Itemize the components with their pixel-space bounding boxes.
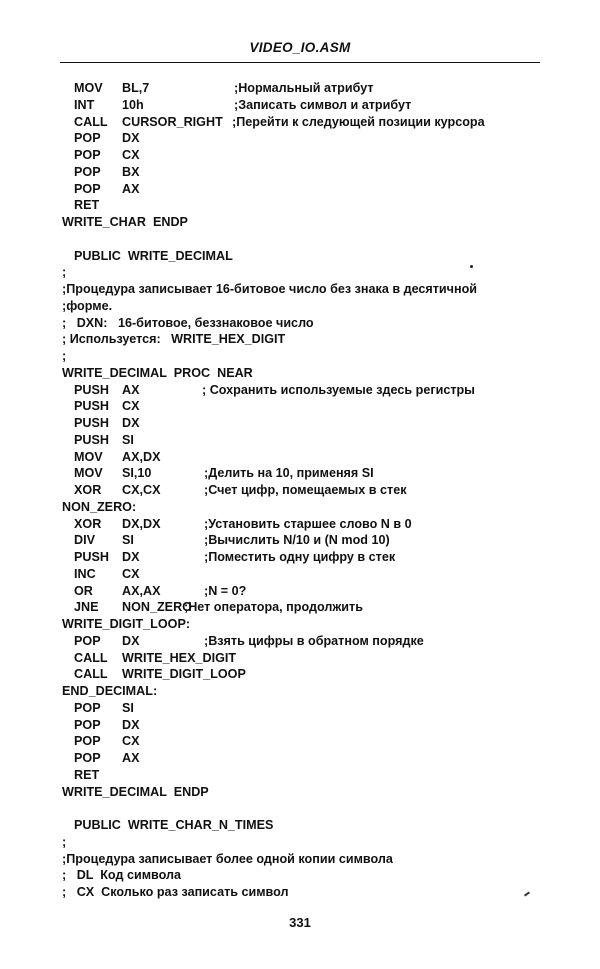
code-line: [62, 599, 552, 616]
code-line: [62, 80, 552, 97]
code-mnemonic: ; DL Код символа: [62, 868, 181, 883]
code-line: [62, 549, 552, 566]
code-comment: ;N = 0?: [204, 583, 247, 598]
code-line: [62, 700, 552, 717]
code-operand: CURSOR_RIGHT: [122, 114, 223, 129]
code-line: [62, 147, 552, 164]
code-line: [62, 566, 552, 583]
code-mnemonic: POP: [74, 164, 101, 179]
code-line: [62, 264, 552, 281]
code-line: [62, 365, 552, 382]
code-line: [62, 717, 552, 734]
code-comment: ;Установить старшее слово N в 0: [204, 516, 412, 531]
code-mnemonic: INT: [74, 97, 95, 112]
code-operand: SI,10: [122, 466, 152, 481]
code-mnemonic: POP: [74, 181, 101, 196]
code-line: [62, 733, 552, 750]
code-mnemonic: PUBLIC WRITE_CHAR_N_TIMES: [74, 818, 274, 832]
code-mnemonic: PUSH: [74, 382, 109, 397]
code-line: [62, 214, 552, 231]
code-mnemonic: JNE: [74, 600, 99, 615]
code-line: [62, 130, 552, 147]
code-mnemonic: CALL: [74, 650, 108, 665]
code-mnemonic: POP: [74, 751, 101, 765]
code-line: [62, 432, 552, 449]
code-mnemonic: PUSH: [74, 416, 109, 430]
code-mnemonic: ;: [62, 834, 67, 849]
code-mnemonic: INC: [74, 566, 96, 581]
code-line: [62, 683, 552, 700]
code-operand: DX: [122, 717, 140, 732]
code-operand: DX: [122, 131, 140, 146]
code-line: [62, 248, 552, 265]
code-mnemonic: WRITE_DECIMAL ENDP: [62, 784, 209, 799]
code-mnemonic: ;форме.: [62, 298, 113, 313]
code-line: [62, 382, 552, 399]
code-operand: CX: [122, 399, 140, 414]
code-line: [62, 650, 552, 667]
code-line: [62, 482, 552, 499]
code-comment: ;Взять цифры в обратном порядке: [204, 633, 424, 648]
code-line: [62, 164, 552, 181]
code-mnemonic: ; DXN: 16-битовое, беззнаковое число: [62, 315, 314, 330]
code-line: [62, 633, 552, 650]
code-mnemonic: END_DECIMAL:: [62, 684, 158, 698]
code-operand: NON_ZERO: [122, 600, 192, 615]
code-line: [62, 197, 552, 214]
code-operand: AX,DX: [122, 449, 161, 464]
code-mnemonic: PUSH: [74, 399, 109, 414]
code-line: [62, 666, 552, 683]
code-mnemonic: PUSH: [74, 550, 109, 564]
code-operand: AX: [122, 181, 140, 196]
code-line: [62, 415, 552, 432]
code-mnemonic: WRITE_DIGIT_LOOP:: [62, 617, 191, 631]
code-operand: AX: [122, 382, 140, 397]
code-mnemonic: MOV: [74, 466, 103, 481]
code-comment: ;Делить на 10, применяя SI: [204, 466, 374, 481]
code-mnemonic: CALL: [74, 667, 108, 682]
code-mnemonic: DIV: [74, 533, 95, 548]
code-mnemonic: PUSH: [74, 432, 109, 447]
code-line: [62, 767, 552, 784]
code-mnemonic: POP: [74, 717, 101, 732]
code-operand: CX: [122, 148, 140, 162]
code-mnemonic: POP: [74, 633, 101, 648]
code-line: [62, 532, 552, 549]
code-line: [62, 449, 552, 466]
code-comment: ;Нормальный атрибут: [234, 81, 374, 95]
code-mnemonic: MOV: [74, 81, 103, 95]
code-mnemonic: WRITE_CHAR ENDP: [62, 215, 188, 229]
code-line: [62, 499, 552, 516]
page-number: 331: [289, 915, 311, 930]
code-mnemonic: MOV: [74, 449, 103, 464]
code-mnemonic: POP: [74, 734, 101, 749]
code-operand: DX: [122, 633, 140, 648]
code-line: [62, 315, 552, 332]
code-mnemonic: RET: [74, 198, 100, 213]
code-line: [62, 181, 552, 198]
code-comment: ;Счет цифр, помещаемых в стек: [204, 483, 407, 497]
code-comment: ; Сохранить используемые здесь регистры: [202, 382, 475, 397]
code-mnemonic: ;: [62, 265, 67, 280]
code-mnemonic: ; Используется: WRITE_HEX_DIGIT: [62, 332, 286, 347]
code-mnemonic: ;Процедура записывает 16-битовое число без знака в десятичной: [62, 282, 478, 296]
code-mnemonic: POP: [74, 131, 101, 146]
header-title: VIDEO_IO.ASM: [249, 40, 351, 55]
code-listing: [62, 80, 552, 901]
code-operand: WRITE_HEX_DIGIT: [122, 650, 237, 665]
code-line: [62, 784, 552, 801]
code-line: [62, 851, 552, 868]
code-operand: SI: [122, 533, 134, 548]
code-operand: BX: [122, 164, 140, 179]
code-mnemonic: RET: [74, 767, 100, 782]
code-operand: 10h: [122, 97, 144, 112]
code-mnemonic: CALL: [74, 114, 108, 129]
code-comment: ;Вычислить N/10 и (N mod 10): [204, 533, 390, 548]
code-operand: WRITE_DIGIT_LOOP: [122, 667, 246, 682]
code-mnemonic: OR: [74, 583, 93, 598]
code-mnemonic: POP: [74, 700, 101, 715]
code-operand: BL,7: [122, 81, 150, 95]
code-line: [62, 884, 552, 901]
code-line: [62, 750, 552, 767]
code-line: [62, 817, 552, 834]
code-line: [62, 348, 552, 365]
code-operand: SI: [122, 432, 134, 447]
code-mnemonic: ; CX Сколько раз записать символ: [62, 885, 289, 899]
code-line: [62, 298, 552, 315]
code-comment: ;Записать символ и атрибут: [234, 97, 412, 112]
code-operand: SI: [122, 700, 134, 715]
code-line: [62, 583, 552, 600]
code-line: [62, 465, 552, 482]
page-header: [60, 40, 540, 63]
code-line: [62, 516, 552, 533]
code-operand: DX: [122, 416, 140, 430]
code-line: [62, 97, 552, 114]
code-operand: DX: [122, 550, 140, 564]
code-mnemonic: WRITE_DECIMAL PROC NEAR: [62, 365, 253, 380]
code-operand: DX,DX: [122, 516, 161, 531]
code-line: [62, 281, 552, 298]
code-line: [62, 398, 552, 415]
code-mnemonic: POP: [74, 148, 101, 162]
code-mnemonic: XOR: [74, 483, 102, 497]
code-operand: CX: [122, 566, 140, 581]
code-mnemonic: NON_ZERO:: [62, 499, 137, 514]
code-mnemonic: XOR: [74, 516, 102, 531]
code-mnemonic: ;: [62, 349, 67, 363]
code-line: [62, 834, 552, 851]
code-operand: AX,AX: [122, 583, 161, 598]
code-operand: CX,CX: [122, 483, 161, 497]
code-line: [62, 867, 552, 884]
code-operand: CX: [122, 734, 140, 749]
code-line: [62, 800, 552, 817]
code-mnemonic: PUBLIC WRITE_DECIMAL: [74, 248, 233, 263]
stray-dot-mark: [470, 265, 473, 268]
code-line: [62, 331, 552, 348]
code-comment: ;Поместить одну цифру в стек: [204, 550, 396, 564]
code-comment: ;Нет оператора, продолжить: [184, 600, 363, 615]
code-operand: AX: [122, 751, 140, 765]
code-mnemonic: ;Процедура записывает более одной копии символа: [62, 851, 393, 866]
code-comment: ;Перейти к следующей позиции курсора: [232, 114, 485, 129]
code-line: [62, 616, 552, 633]
code-line: [62, 114, 552, 131]
code-line: [62, 231, 552, 248]
